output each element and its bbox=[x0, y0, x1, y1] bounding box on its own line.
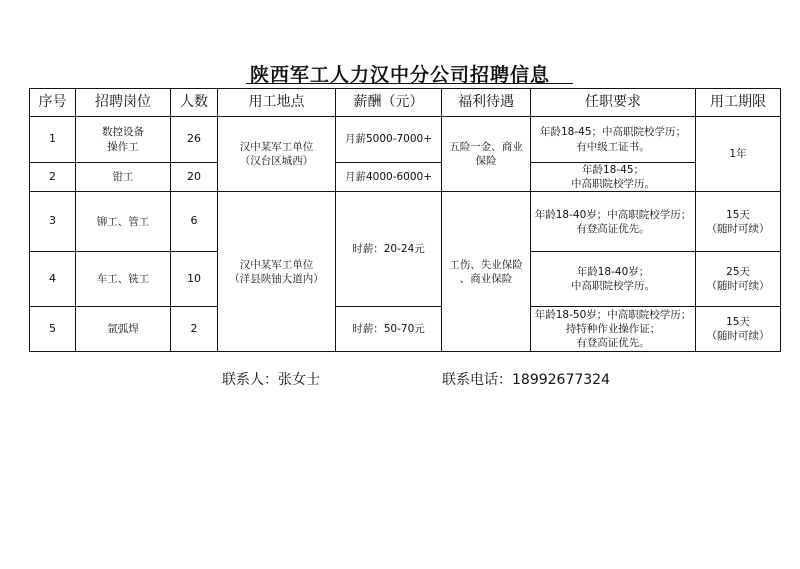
header-position: 招聘岗位 bbox=[76, 89, 171, 117]
cell-location-group-b: 汉中某军工单位 （洋县陕铀大道内） bbox=[218, 192, 336, 352]
cell-position: 氩弧焊 bbox=[76, 307, 171, 352]
cell-requirements: 年龄18-40岁； 中高职院校学历。 bbox=[531, 252, 696, 307]
cell-requirements: 年龄18-45；中高职院校学历； 有中级工证书。 bbox=[531, 117, 696, 163]
cell-period: 25天 （随时可续） bbox=[696, 252, 781, 307]
cell-requirements: 年龄18-40岁；中高职院校学历； 有登高证优先。 bbox=[531, 192, 696, 252]
cell-seq: 3 bbox=[30, 192, 76, 252]
cell-headcount: 26 bbox=[171, 117, 218, 163]
contact-phone-number: 18992677324 bbox=[512, 372, 610, 388]
recruitment-table bbox=[29, 88, 781, 352]
cell-position: 钳工 bbox=[76, 163, 171, 192]
header-location: 用工地点 bbox=[218, 89, 336, 117]
table-row bbox=[30, 117, 781, 163]
header-salary: 薪酬（元） bbox=[336, 89, 442, 117]
cell-headcount: 6 bbox=[171, 192, 218, 252]
cell-headcount: 2 bbox=[171, 307, 218, 352]
cell-salary-shared: 时薪：20-24元 bbox=[336, 192, 442, 307]
page-title: 陕西军工人力汉中分公司招聘信息 bbox=[249, 64, 550, 86]
cell-period: 15天 （随时可续） bbox=[696, 307, 781, 352]
table-header-row bbox=[30, 89, 781, 117]
title-underline bbox=[246, 83, 573, 84]
cell-requirements: 年龄18-45； 中高职院校学历。 bbox=[531, 163, 696, 192]
cell-position: 车工、铣工 bbox=[76, 252, 171, 307]
cell-requirements: 年龄18-50岁；中高职院校学历； 持特种作业操作证； 有登高证优先。 bbox=[531, 307, 696, 352]
header-requirements: 任职要求 bbox=[531, 89, 696, 117]
cell-salary: 时薪：50-70元 bbox=[336, 307, 442, 352]
cell-benefits-group-b: 工伤、失业保险 、商业保险 bbox=[442, 192, 531, 352]
cell-seq: 4 bbox=[30, 252, 76, 307]
cell-headcount: 10 bbox=[171, 252, 218, 307]
cell-headcount: 20 bbox=[171, 163, 218, 192]
header-seq: 序号 bbox=[30, 89, 76, 117]
table-row bbox=[30, 307, 781, 352]
contact-phone bbox=[442, 369, 610, 389]
header-benefits: 福利待遇 bbox=[442, 89, 531, 117]
cell-seq: 2 bbox=[30, 163, 76, 192]
cell-seq: 1 bbox=[30, 117, 76, 163]
cell-position: 数控设备 操作工 bbox=[76, 117, 171, 163]
cell-benefits-group-a: 五险一金、商业 保险 bbox=[442, 117, 531, 192]
cell-position: 铆工、管工 bbox=[76, 192, 171, 252]
cell-location-group-a: 汉中某军工单位 （汉台区城西） bbox=[218, 117, 336, 192]
cell-salary: 月薪4000-6000+ bbox=[336, 163, 442, 192]
header-headcount: 人数 bbox=[171, 89, 218, 117]
table-row bbox=[30, 163, 781, 192]
header-period: 用工期限 bbox=[696, 89, 781, 117]
contact-phone-label: 联系电话： bbox=[442, 372, 512, 388]
cell-seq: 5 bbox=[30, 307, 76, 352]
cell-salary: 月薪5000-7000+ bbox=[336, 117, 442, 163]
cell-period-group-a: 1年 bbox=[696, 117, 781, 192]
table-row bbox=[30, 192, 781, 252]
contact-person: 联系人：张女士 bbox=[222, 372, 320, 388]
cell-period: 15天 （随时可续） bbox=[696, 192, 781, 252]
